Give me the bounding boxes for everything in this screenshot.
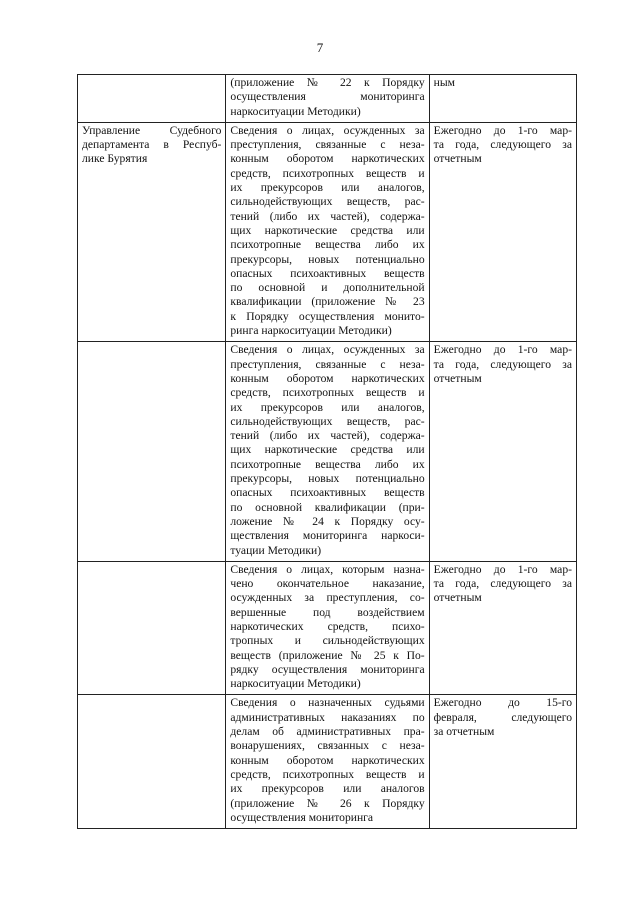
cell-line: конным оборотом наркотических [230, 152, 425, 166]
cell-line: средств, психотропных веществ и [230, 386, 425, 400]
info-cell [226, 342, 429, 561]
cell-line: отчетным [433, 371, 482, 385]
cell-line: тений (либо их частей), содержа- [230, 429, 425, 443]
org-cell [78, 75, 226, 123]
cell-line: по основной квалификации (при- [230, 500, 425, 514]
info-cell [226, 75, 429, 123]
cell-line: отчетным [433, 591, 482, 605]
org-cell [78, 342, 226, 561]
table-row [78, 122, 577, 341]
cell-line: по основной и дополнительной [230, 281, 425, 295]
cell-line: Ежегодно до 1-го мар- [433, 123, 572, 137]
cell-line: конным оборотом наркотических [230, 371, 425, 385]
org-cell [78, 561, 226, 695]
deadline-cell [429, 342, 576, 561]
cell-line: преступления, связанные с неза- [230, 138, 425, 152]
cell-line: их прекурсоров или аналогов, [230, 181, 425, 195]
cell-line: (приложение № 26 к Порядку [230, 796, 425, 810]
table-body [78, 75, 577, 829]
cell-line: Сведения о лицах, которым назна- [230, 562, 425, 576]
cell-line: опасных психоактивных веществ [230, 486, 425, 500]
deadline-cell [429, 695, 576, 829]
cell-line: к Порядку осуществления монито- [230, 309, 425, 323]
cell-line: прекурсоры, новых потенциально [230, 472, 425, 486]
cell-line: щих наркотические средства или [230, 443, 425, 457]
cell-line: (приложение № 22 к Порядку [230, 76, 425, 89]
table-row [78, 75, 577, 123]
cell-line: рядку осуществления мониторинга [230, 662, 425, 676]
cell-line: та года, следующего за [433, 577, 572, 591]
table-row [78, 695, 577, 829]
cell-line: сильнодействующих веществ, рас- [230, 414, 425, 428]
cell-line: осуществления мониторинга [230, 90, 425, 104]
cell-line: психотропные вещества либо их [230, 238, 425, 252]
cell-line: тропных и сильнодействующих [230, 634, 425, 648]
cell-line: осуществления мониторинга [230, 810, 374, 824]
org-cell [78, 122, 226, 341]
cell-line: февраля, следующего [433, 710, 572, 724]
cell-line: административных наказаниях по [230, 710, 425, 724]
cell-line: вершенные под воздействием [230, 605, 425, 619]
cell-line: их прекурсоров или аналогов [230, 782, 425, 796]
cell-line: их прекурсоров или аналогов, [230, 400, 425, 414]
page-number: 7 [316, 40, 324, 55]
info-cell [226, 122, 429, 341]
deadline-cell [429, 122, 576, 341]
cell-line: делам об административных пра- [230, 725, 425, 739]
org-cell [78, 695, 226, 829]
cell-line: за отчетным [433, 725, 495, 739]
cell-line: средств, психотропных веществ и [230, 767, 425, 781]
info-cell [226, 561, 429, 695]
table-row [78, 342, 577, 561]
cell-line: вонарушениях, связанных с неза- [230, 739, 425, 753]
cell-line: туации Методики) [230, 543, 322, 557]
cell-line: осужденных за преступления, со- [230, 591, 425, 605]
info-cell [226, 695, 429, 829]
cell-line: тений (либо их частей), содержа- [230, 209, 425, 223]
cell-line: Сведения о лицах, осужденных за [230, 343, 425, 357]
cell-line: ринга наркоситуации Методики) [230, 324, 392, 338]
deadline-cell [429, 75, 576, 123]
cell-line: психотропные вещества либо их [230, 457, 425, 471]
cell-line: наркоситуации Методики) [230, 677, 361, 691]
monitoring-table [77, 74, 577, 829]
cell-line: чено окончательное наказание, [230, 577, 425, 591]
cell-line: ным [433, 76, 455, 89]
cell-line: веществ (приложение № 25 к По- [230, 648, 425, 662]
cell-line: щих наркотические средства или [230, 223, 425, 237]
cell-line: та года, следующего за [433, 357, 572, 371]
cell-line: Ежегодно до 1-го мар- [433, 343, 572, 357]
cell-line: наркоситуации Методики) [230, 104, 361, 118]
cell-line: Сведения о лицах, осужденных за [230, 123, 425, 137]
cell-line: ложение № 24 к Порядку осу- [230, 514, 425, 528]
cell-line: преступления, связанные с неза- [230, 357, 425, 371]
cell-line: опасных психоактивных веществ [230, 266, 425, 280]
cell-line: Ежегодно до 15-го [433, 696, 572, 710]
cell-line: отчетным [433, 152, 482, 166]
cell-line: средств, психотропных веществ и [230, 166, 425, 180]
cell-line: квалификации (приложение № 23 [230, 295, 425, 309]
cell-line: ществления мониторинга наркоси- [230, 529, 425, 543]
cell-line: прекурсоры, новых потенциально [230, 252, 425, 266]
cell-line: сильнодействующих веществ, рас- [230, 195, 425, 209]
cell-line: наркотических средств, психо- [230, 619, 425, 633]
deadline-cell [429, 561, 576, 695]
cell-line: Управление Судебного [82, 123, 222, 137]
table-row [78, 561, 577, 695]
cell-line: лике Бурятия [82, 152, 148, 166]
cell-line: та года, следующего за [433, 138, 572, 152]
cell-line: департамента в Респуб- [82, 138, 222, 152]
cell-line: Сведения о назначенных судьями [230, 696, 425, 710]
cell-line: конным оборотом наркотических [230, 753, 425, 767]
cell-line: Ежегодно до 1-го мар- [433, 562, 572, 576]
